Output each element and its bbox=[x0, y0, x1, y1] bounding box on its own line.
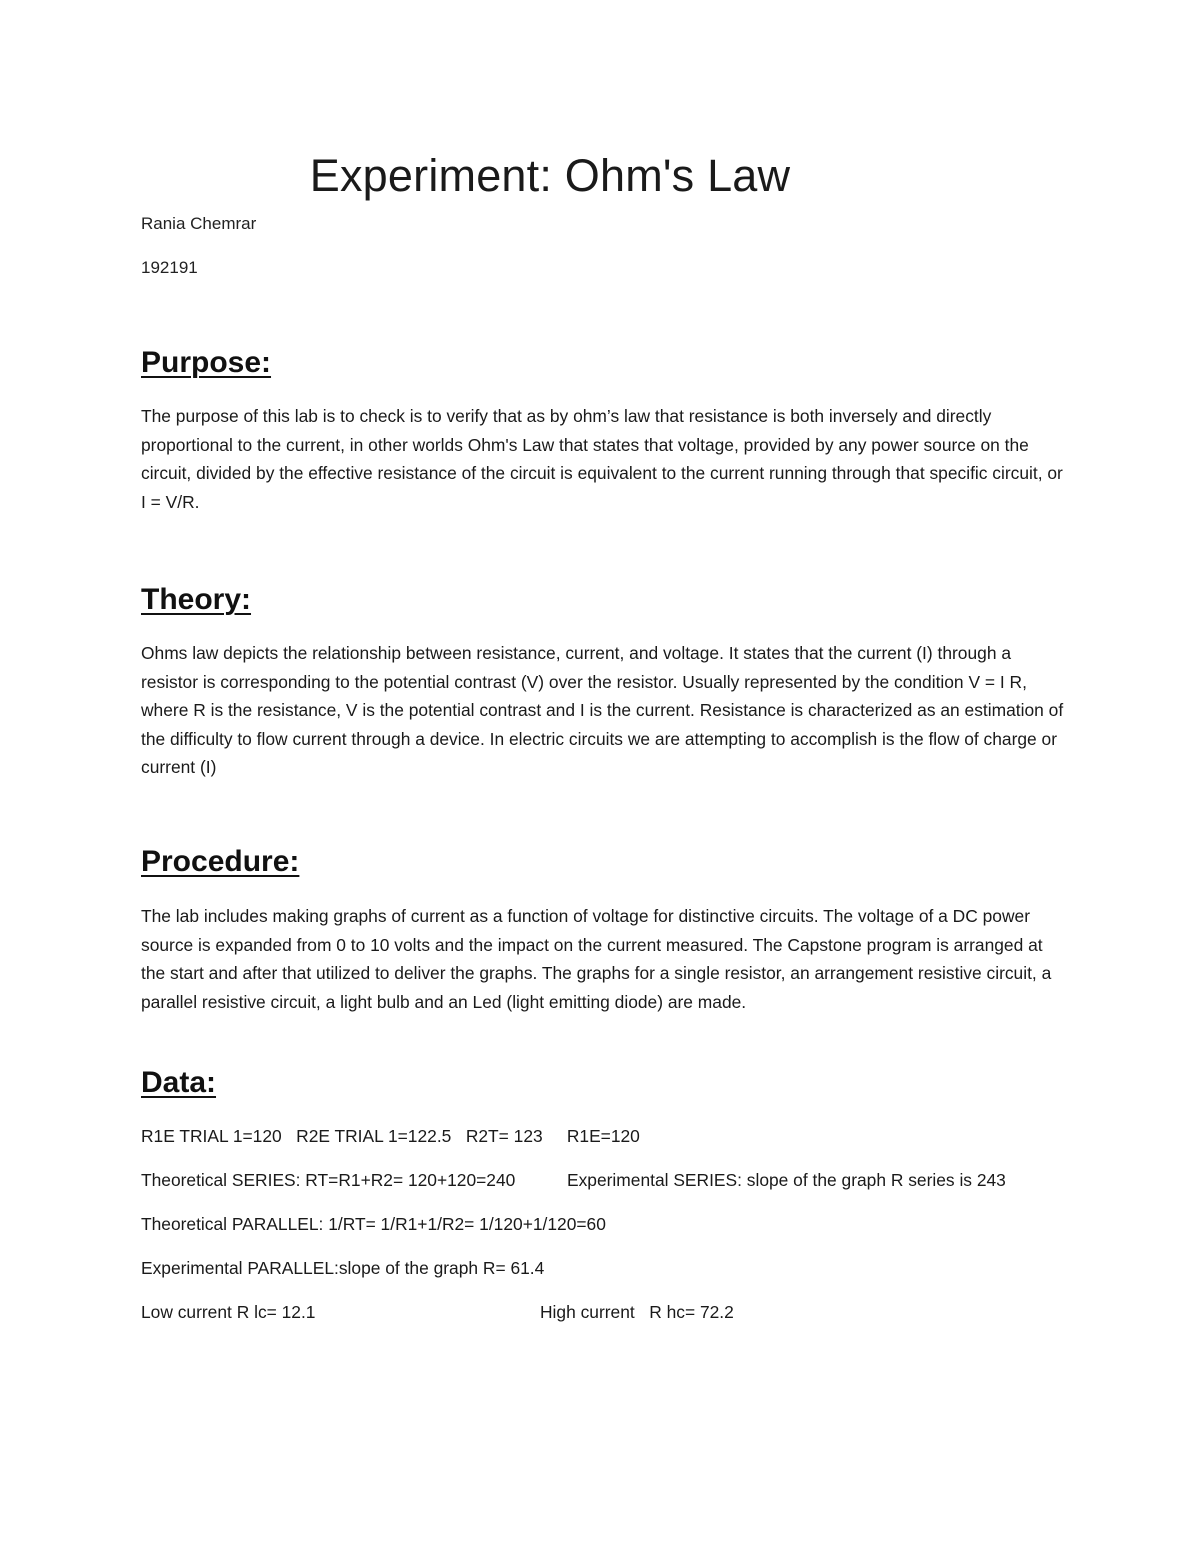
purpose-heading: Purpose: bbox=[141, 346, 272, 379]
procedure-paragraph: The lab includes making graphs of current as a function of voltage for distinctive circuits. The voltage of a DC power source is expanded from 0 to 10 volts and the impact on the current measured. The Capstone program is arranged at the start and after that utilized to deliver the graphs. The graphs for a single resistor, an arrangement resistive circuit, a parallel resistive circuit, a light bulb and an Led (light emitting diode) are made. bbox=[141, 906, 1052, 1012]
data-line-high-current: High current R hc= 72.2 bbox=[540, 1302, 734, 1322]
data-line-parallel-experimental: Experimental PARALLEL:slope of the graph R= 61.4 bbox=[141, 1258, 545, 1278]
purpose-paragraph: The purpose of this lab is to check is to verify that as by ohm’s law that resistance is both inversely and directly proportional to the current, in other worlds Ohm's Law that states that voltage, provided by any power source on the circuit, divided by the effective resistance of the circuit is equivalent to the current running through that specific circuit, or I = V/R. bbox=[141, 406, 1063, 512]
student-id: 192191 bbox=[141, 258, 198, 277]
data-line-series-theoretical: Theoretical SERIES: RT=R1+R2= 120+120=240 bbox=[141, 1170, 516, 1190]
theory-paragraph: Ohms law depicts the relationship between resistance, current, and voltage. It states that the current (I) through a resistor is corresponding to the potential contrast (V) over the resistor. Usually represented by the condition V = I R, where R is the resistance, V is the potential contrast and I is the current. Resistance is characterized as an estimation of the difficulty to flow current through a device. In electric circuits we are attempting to accomplish is the flow of charge or current (I) bbox=[141, 643, 1064, 778]
author-name: Rania Chemrar bbox=[141, 214, 257, 233]
data-heading: Data: bbox=[141, 1066, 217, 1099]
data-line-low-current: Low current R lc= 12.1 bbox=[141, 1302, 316, 1322]
theory-heading: Theory: bbox=[141, 583, 252, 616]
data-line-series-experimental: Experimental SERIES: slope of the graph R series is 243 bbox=[567, 1170, 1006, 1190]
document-title: Experiment: Ohm's Law bbox=[309, 150, 791, 201]
data-line-trials: R1E TRIAL 1=120 R2E TRIAL 1=122.5 R2T= 123 R1E=120 bbox=[141, 1126, 640, 1146]
procedure-heading: Procedure: bbox=[141, 845, 300, 878]
data-line-parallel-theoretical: Theoretical PARALLEL: 1/RT= 1/R1+1/R2= 1/120+1/120=60 bbox=[141, 1214, 606, 1234]
